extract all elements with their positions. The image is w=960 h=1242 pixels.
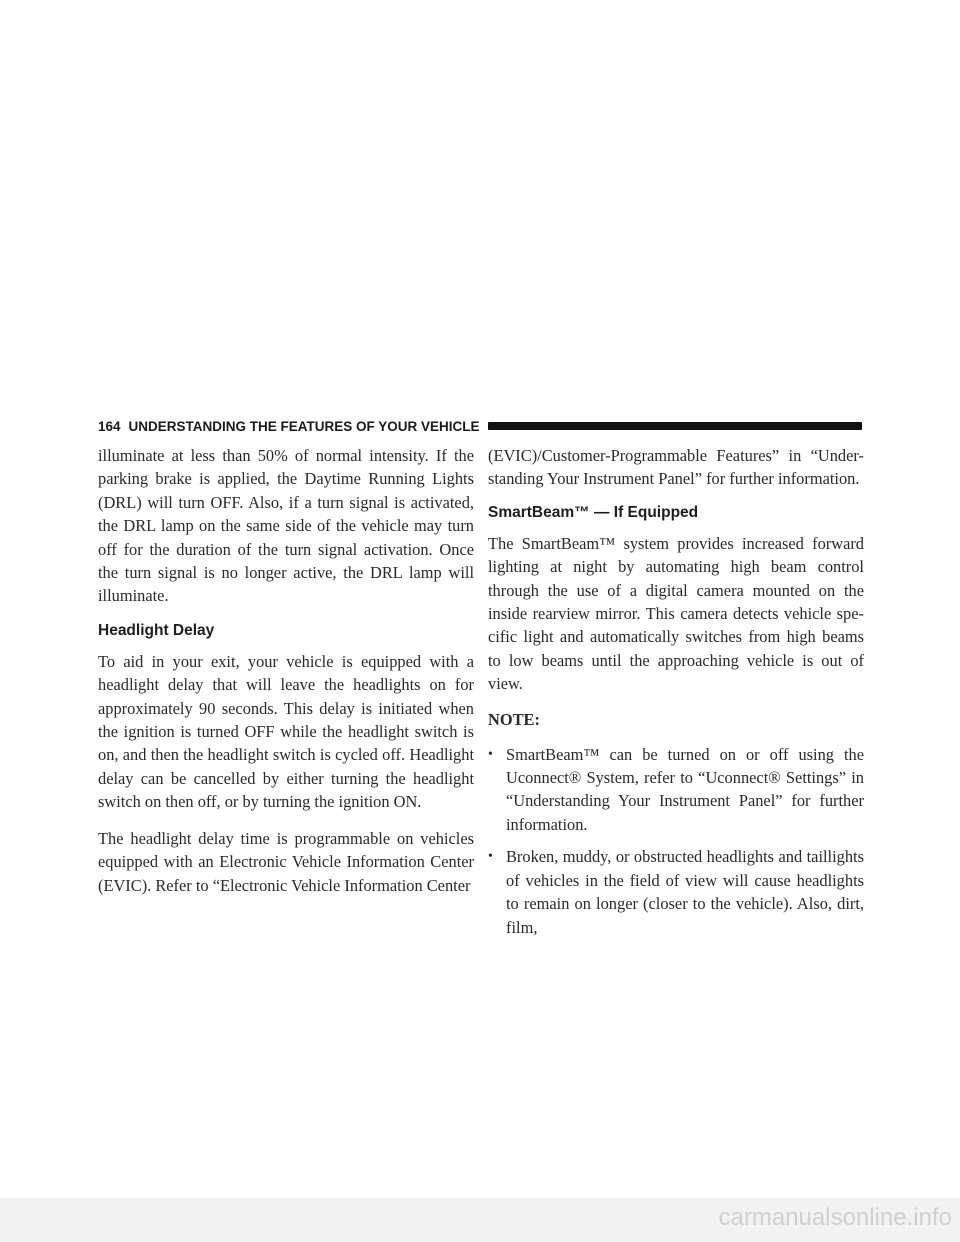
left-column: [98, 444, 474, 910]
bullet-icon: •: [488, 746, 493, 762]
note-label: NOTE:: [488, 709, 540, 729]
right-column: [488, 444, 864, 948]
watermark-bar: [0, 1198, 960, 1242]
list-item-text: SmartBeam™ can be turned on or off using the Uconnect® System, refer to “Uconnect® Settings” in “Understanding Your Instrument Panel” for further information.: [506, 744, 864, 834]
paragraph-evic-continued: (EVIC)/Customer-Programmable Features” in “Under-standing Your Instrument Panel” for further information.: [488, 446, 864, 489]
heading-headlight-delay: Headlight Delay: [98, 621, 215, 639]
section-title: UNDERSTANDING THE FEATURES OF YOUR VEHICLE: [128, 418, 480, 434]
paragraph-headlight-delay: To aid in your exit, your vehicle is equipped with a headlight delay that will leave the headlights on for approximately 90 seconds. This delay is initiated when the ignition is turned OFF while the headlight switch is on, and then the headlight switch is cycled off. Headlight delay can be cancelled by either turning the headlight switch on then off, or by turning the ignition ON.: [98, 651, 474, 812]
list-item: [488, 743, 864, 837]
bullet-icon: •: [488, 849, 493, 865]
list-item-text: Broken, muddy, or obstructed headlights and taillights of vehicles in the field of view will cause headlights to remain on longer (closer to the vehicle). Also, dirt, film,: [506, 847, 864, 937]
note-list: [488, 743, 864, 939]
paragraph-drl: illuminate at less than 50% of normal intensity. If the parking brake is applied, the Daytime Running Lights (DRL) will turn OFF. Also, if a turn signal is activated, the DRL lamp on the same side of the vehicle may turn off for the duration of the turn signal activation. Once the turn signal is no longer active, the DRL lamp will illuminate.: [98, 446, 474, 606]
paragraph-smartbeam: The SmartBeam™ system provides increased forward lighting at night by automating high beam control through the use of a digital camera mounted on the inside rearview mirror. This camera detects vehicle spe-cific light and automatically switches from high beams to low beams until the approaching vehicle is out of view.: [488, 533, 864, 694]
page-header: [98, 417, 862, 435]
heading-smartbeam: SmartBeam™ — If Equipped: [488, 503, 699, 521]
list-item: [488, 845, 864, 939]
page-number: 164: [98, 418, 121, 434]
paragraph-delay-programmable: The headlight delay time is programmable on vehicles equipped with an Electronic Vehicle Information Center (EVIC). Refer to “Electronic Vehicle Information Center: [98, 828, 474, 895]
header-rule: [488, 422, 862, 430]
watermark-text: carmanualsonline.info: [718, 1204, 952, 1231]
